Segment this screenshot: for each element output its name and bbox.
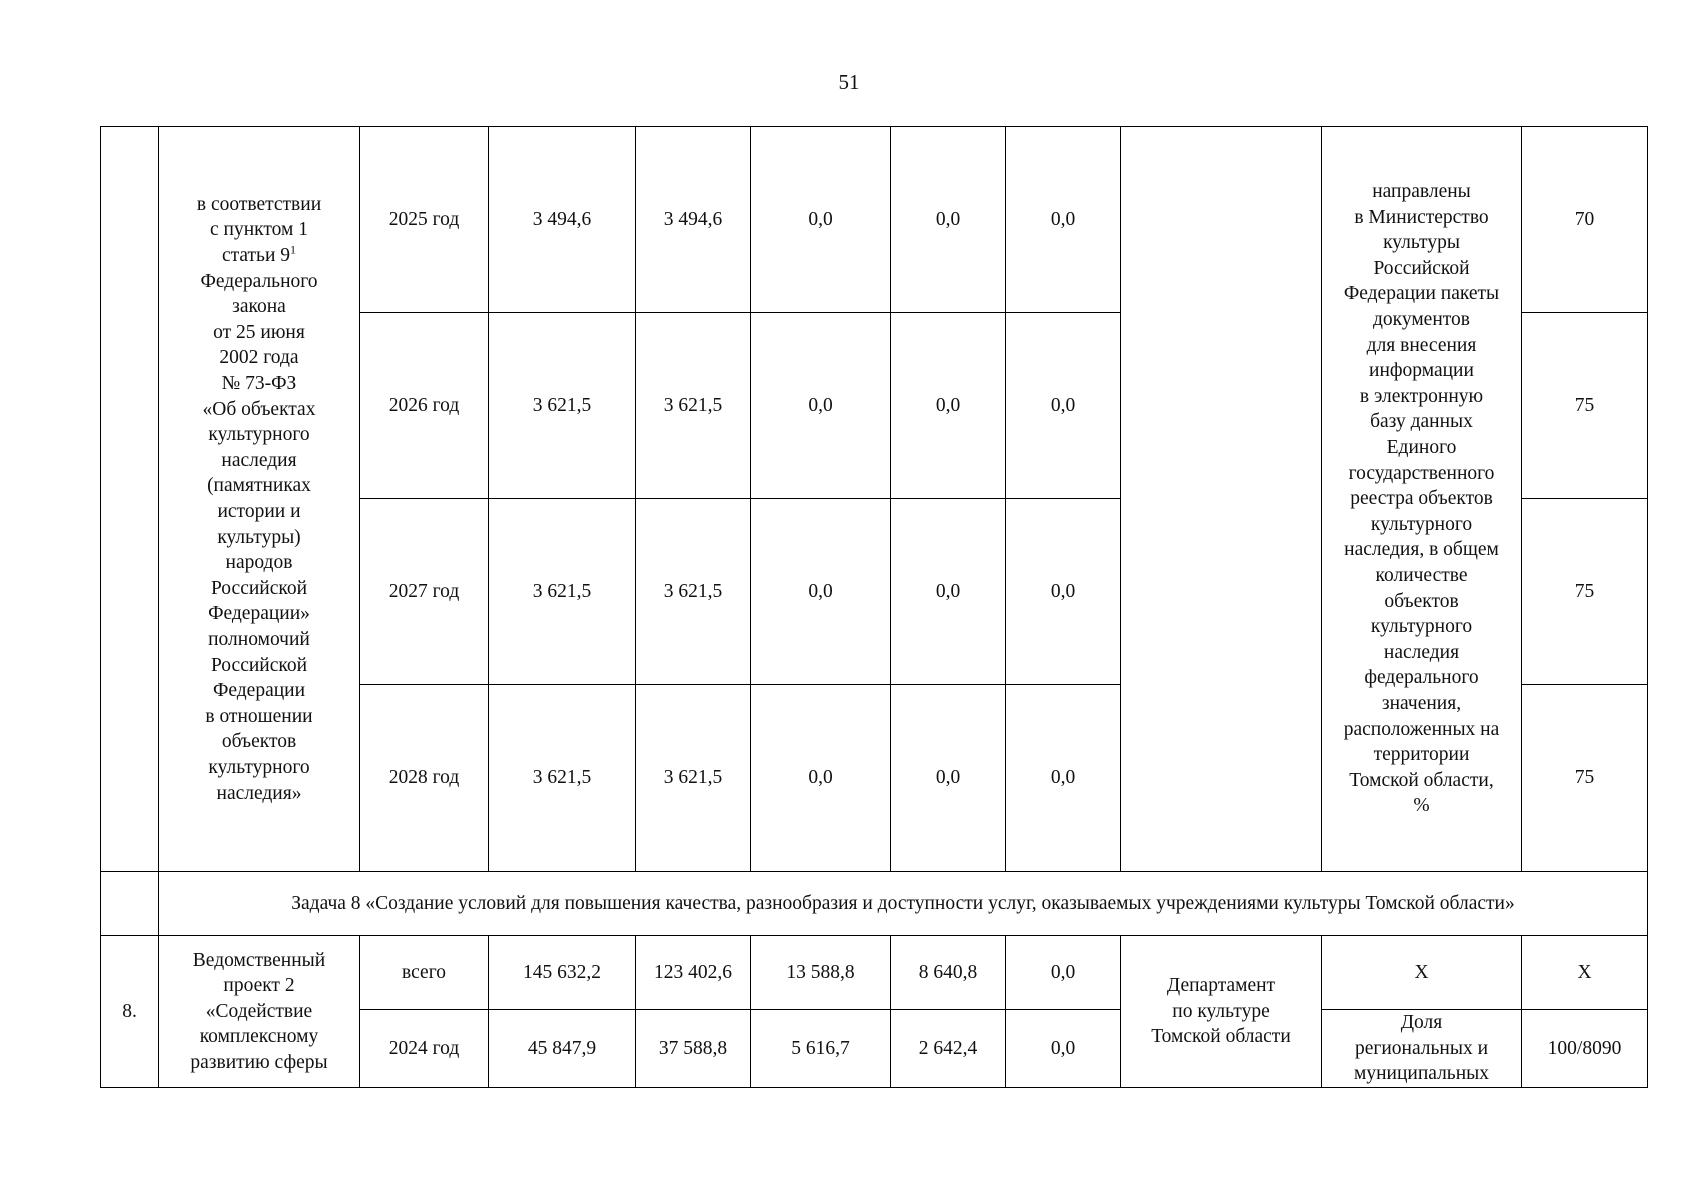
municipal-cell: 8 640,8	[891, 936, 1006, 1010]
task-title: Задача 8 «Создание условий для повышения качества, разнообразия и доступности услуг, оказываемых учреждениями культуры Томской области»	[159, 872, 1648, 936]
other-cell: 0,0	[1006, 936, 1121, 1010]
description-rest: Федерального закона от 25 июня 2002 года № 73-ФЗ «Об объектах культурного наследия (памятниках истории и культуры) народов Российской Федерации» полномочий Российской Федерации в отношении объектов культурного наследия»	[200, 270, 318, 804]
regional-cell: 0,0	[751, 127, 891, 313]
total-cell: 3 621,5	[489, 499, 636, 685]
federal-cell: 37 588,8	[636, 1010, 751, 1088]
indicator-value: 75	[1522, 685, 1648, 872]
description-superscript: 1	[290, 242, 297, 257]
indicator-value: 70	[1522, 127, 1648, 313]
total-cell: 3 494,6	[489, 127, 636, 313]
other-cell: 0,0	[1006, 313, 1121, 499]
federal-cell: 3 621,5	[636, 685, 751, 872]
executor-cell-empty	[1121, 127, 1322, 872]
executor-cell: Департамент по культуре Томской области	[1121, 936, 1322, 1088]
total-cell: 45 847,9	[489, 1010, 636, 1088]
federal-cell: 3 621,5	[636, 499, 751, 685]
project-description: Ведомственный проект 2 «Содействие комплексному развитию сферы	[159, 936, 360, 1088]
federal-cell: 3 621,5	[636, 313, 751, 499]
indicator-cell: Доля региональных и муниципальных	[1322, 1010, 1522, 1088]
description-lines: в соответствии с пунктом 1 статьи 9	[196, 193, 322, 267]
total-cell: 3 621,5	[489, 313, 636, 499]
table-row	[101, 936, 1648, 1010]
municipal-cell: 0,0	[891, 499, 1006, 685]
year-cell: 2025 год	[360, 127, 489, 313]
year-cell: всего	[360, 936, 489, 1010]
municipal-cell: 0,0	[891, 313, 1006, 499]
indicator-value: 75	[1522, 499, 1648, 685]
total-cell: 3 621,5	[489, 685, 636, 872]
other-cell: 0,0	[1006, 685, 1121, 872]
regional-cell: 5 616,7	[751, 1010, 891, 1088]
municipal-cell: 2 642,4	[891, 1010, 1006, 1088]
regional-cell: 0,0	[751, 499, 891, 685]
other-cell: 0,0	[1006, 499, 1121, 685]
measure-description	[159, 127, 360, 872]
task-row	[101, 872, 1648, 936]
municipal-cell: 0,0	[891, 685, 1006, 872]
program-table	[100, 126, 1648, 1088]
table-row	[101, 127, 1648, 313]
number-cell-empty	[101, 127, 159, 872]
federal-cell: 3 494,6	[636, 127, 751, 313]
indicator-value: 100/8090	[1522, 1010, 1648, 1088]
other-cell: 0,0	[1006, 1010, 1121, 1088]
item-number: 8.	[101, 936, 159, 1088]
federal-cell: 123 402,6	[636, 936, 751, 1010]
year-cell: 2026 год	[360, 313, 489, 499]
regional-cell: 0,0	[751, 685, 891, 872]
total-cell: 145 632,2	[489, 936, 636, 1010]
indicator-value: 75	[1522, 313, 1648, 499]
indicator-description: направлены в Министерство культуры Российской Федерации пакеты документов для внесения информации в электронную базу данных Единого государственного реестра объектов культурного наследия, в общем количестве объектов культурного наследия федерального значения, расположенных на территории Томской области, %	[1322, 127, 1522, 872]
municipal-cell: 0,0	[891, 127, 1006, 313]
task-number-cell-empty	[101, 872, 159, 936]
other-cell: 0,0	[1006, 127, 1121, 313]
year-cell: 2024 год	[360, 1010, 489, 1088]
regional-cell: 13 588,8	[751, 936, 891, 1010]
indicator-value: X	[1522, 936, 1648, 1010]
page-number: 51	[838, 70, 860, 94]
year-cell: 2027 год	[360, 499, 489, 685]
year-cell: 2028 год	[360, 685, 489, 872]
regional-cell: 0,0	[751, 313, 891, 499]
indicator-cell: X	[1322, 936, 1522, 1010]
